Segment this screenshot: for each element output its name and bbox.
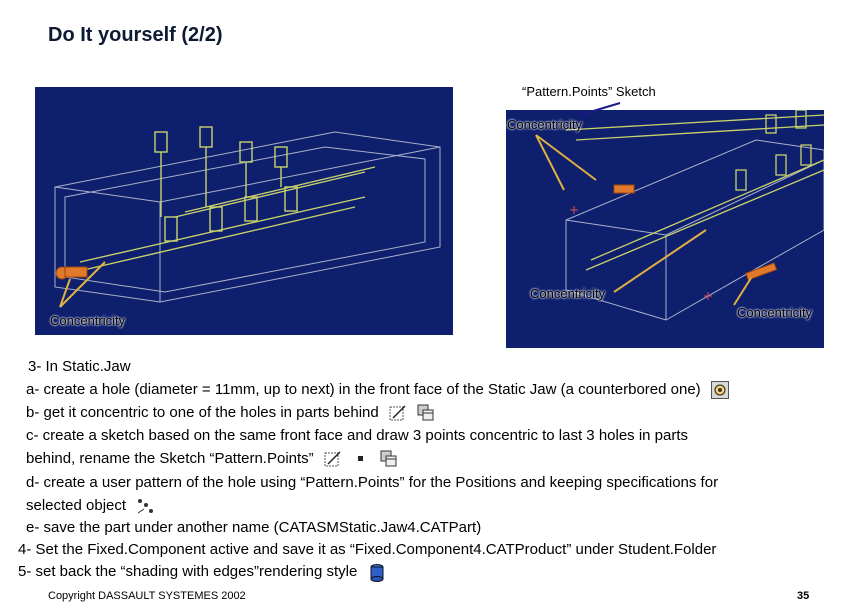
concentricity-label-right: Concentricity xyxy=(737,305,813,320)
page-title: Do It yourself (2/2) xyxy=(48,24,223,46)
hole-icon xyxy=(711,381,729,399)
instruction-3d-cont: selected object xyxy=(26,497,154,515)
coincidence-icon xyxy=(380,450,398,468)
instruction-step-3: 3- In Static.Jaw xyxy=(28,358,131,375)
instruction-3c-cont: behind, rename the Sketch “Pattern.Points” xyxy=(26,450,398,468)
concentricity-label-top: Concentricity xyxy=(507,117,583,132)
instruction-step-4: 4- Set the Fixed.Component active and save it as “Fixed.Component4.CATProduct” under Student.Folder xyxy=(18,541,717,558)
instruction-3a: a- create a hole (diameter = 11mm, up to next) in the front face of the Static Jaw (a counterbored one) xyxy=(26,381,729,399)
instruction-3b: b- get it concentric to one of the holes in parts behind xyxy=(26,404,435,422)
concentricity-label-mid: Concentricity xyxy=(530,286,606,301)
coincidence-icon xyxy=(417,404,435,422)
pattern-points-leader-line xyxy=(575,100,625,120)
concentricity-label-left: Concentricity xyxy=(50,313,126,328)
page-number: 35 xyxy=(797,590,810,602)
instruction-step-5: 5- set back the “shading with edges”rendering style xyxy=(18,563,386,581)
sketch-constraint-icon xyxy=(389,404,407,422)
left-3d-viewport xyxy=(35,87,453,335)
user-pattern-icon xyxy=(136,497,154,515)
copyright-footer: Copyright DASSAULT SYSTEMES 2002 xyxy=(48,590,246,602)
pattern-points-sketch-label: “Pattern.Points” Sketch xyxy=(522,84,656,99)
sketch-icon xyxy=(324,450,342,468)
instruction-3d: d- create a user pattern of the hole using “Pattern.Points” for the Positions and keeping specifications for xyxy=(26,474,719,491)
static-jaw-assembly-graphic xyxy=(35,87,453,335)
point-icon xyxy=(352,450,370,468)
instruction-3c: c- create a sketch based on the same front face and draw 3 points concentric to last 3 holes in parts xyxy=(26,427,689,444)
instruction-3e: e- save the part under another name (CATASMStatic.Jaw4.CATPart) xyxy=(26,519,482,536)
shading-with-edges-icon xyxy=(368,563,386,581)
